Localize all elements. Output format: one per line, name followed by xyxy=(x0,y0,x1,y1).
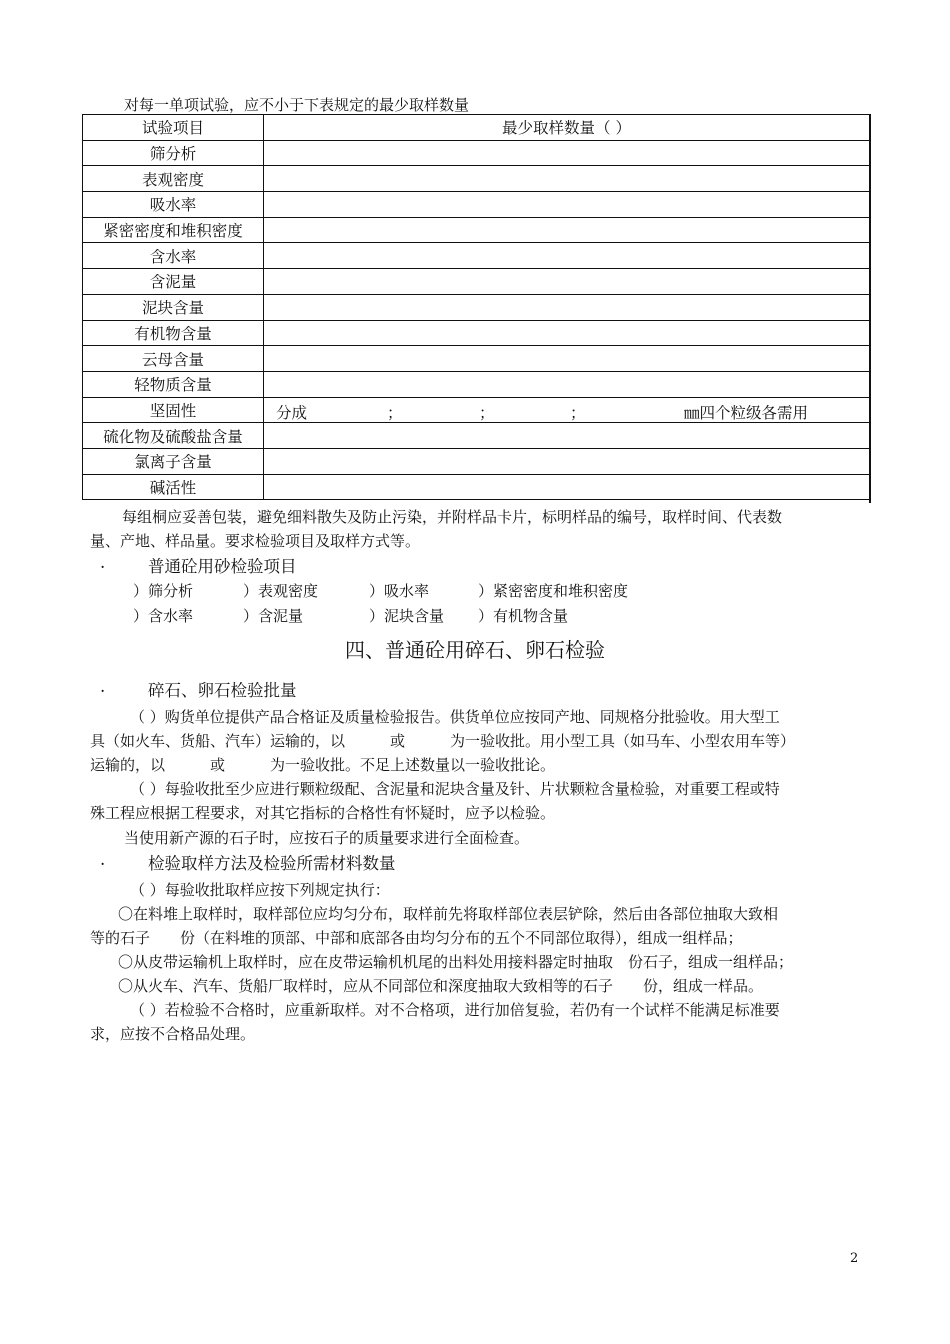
table-row xyxy=(83,346,870,372)
paragraph-line: 求，应按不合格品处理。 xyxy=(90,1025,256,1043)
quantity-cell xyxy=(264,192,870,218)
sand-item: ）筛分析 xyxy=(133,582,194,600)
test-item: 碱活性 xyxy=(83,474,264,500)
table-row xyxy=(83,320,870,346)
paragraph-line: 运输的，以 或 为一验收批。不足上述数量以一验收批论。 xyxy=(90,756,556,774)
table-row xyxy=(83,192,870,218)
sampling-heading: 检验取样方法及检验所需材料数量 xyxy=(148,854,396,873)
sand-items-heading: 普通砼用砂检验项目 xyxy=(148,557,297,576)
quantity-cell xyxy=(264,448,870,474)
bullet-line: 等的石子 份（在料堆的顶部、中部和底部各由均匀分布的五个不同部位取得），组成一组样品； xyxy=(90,929,743,947)
table-intro: 对每一单项试验，应不小于下表规定的最少取样数量 xyxy=(124,96,470,114)
firmness-part: ㎜四个粒级各需用 xyxy=(684,403,809,422)
sand-item: ）表观密度 xyxy=(243,582,319,600)
bullet-line: 〇从皮带运输机上取样时，应在皮带运输机机尾的出料处用接料器定时抽取 份石子，组成一组样品； xyxy=(118,953,794,971)
quantity-cell xyxy=(264,269,870,295)
section-title: 四、普通砼用碎石、卵石检验 xyxy=(345,638,605,662)
table-row xyxy=(83,243,870,269)
quantity-cell xyxy=(264,166,870,192)
quantity-cell xyxy=(264,294,870,320)
table-row xyxy=(83,269,870,295)
sand-item: ）含水率 xyxy=(133,607,194,625)
table-right-rule xyxy=(869,114,871,503)
test-item: 云母含量 xyxy=(83,346,264,372)
sampling-paragraphs xyxy=(90,878,862,1046)
table-row xyxy=(83,397,870,423)
quantity-cell xyxy=(264,474,870,500)
table-row xyxy=(83,371,870,397)
table-row xyxy=(83,166,870,192)
test-item: 氯离子含量 xyxy=(83,448,264,474)
packing-note xyxy=(90,505,862,553)
test-item: 泥块含量 xyxy=(83,294,264,320)
sand-item: ）紧密密度和堆积密度 xyxy=(478,582,629,600)
test-item: 吸水率 xyxy=(83,192,264,218)
firmness-part: ； xyxy=(570,403,586,422)
batch-marker: . xyxy=(100,677,106,696)
firmness-part: 分成 xyxy=(276,403,308,422)
paragraph-line: 当使用新产源的石子时，应按石子的质量要求进行全面检查。 xyxy=(124,829,530,847)
firmness-part: ； xyxy=(387,403,403,422)
table-row xyxy=(83,448,870,474)
quantity-cell xyxy=(264,243,870,269)
test-item: 有机物含量 xyxy=(83,320,264,346)
sand-items-marker: . xyxy=(100,553,106,572)
batch-paragraph-2 xyxy=(90,777,862,825)
batch-heading: 碎石、卵石检验批量 xyxy=(148,681,297,700)
page-number: 2 xyxy=(850,1251,859,1266)
quantity-cell xyxy=(264,346,870,372)
table-row xyxy=(83,217,870,243)
paragraph-line: （ ）购货单位提供产品合格证及质量检验报告。供货单位应按同产地、同规格分批验收。用大型工 xyxy=(130,708,780,726)
table-row xyxy=(83,474,870,500)
paragraph-line: （ ）每验收批至少应进行颗粒级配、含泥量和泥块含量及针、片状颗粒含量检验，对重要工程或特 xyxy=(130,780,780,798)
packing-note-line: 每组桐应妥善包装，避免细料散失及防止污染，并附样品卡片，标明样品的编号，取样时间、代表数 xyxy=(122,508,783,526)
test-item: 表观密度 xyxy=(83,166,264,192)
test-item: 含泥量 xyxy=(83,269,264,295)
paragraph-line: 具（如火车、货船、汽车）运输的，以 或 为一验收批。用小型工具（如马车、小型农用车等） xyxy=(90,732,796,750)
quantity-cell xyxy=(264,320,870,346)
table-row xyxy=(83,294,870,320)
header-item: 试验项目 xyxy=(83,115,264,141)
bullet-line: 〇在料堆上取样时，取样部位应均匀分布，取样前先将取样部位表层铲除，然后由各部位抽取大致相 xyxy=(118,905,779,923)
sampling-quantity-table xyxy=(82,114,870,500)
firmness-part: ； xyxy=(479,403,495,422)
sand-item: ）吸水率 xyxy=(369,582,430,600)
paragraph-line: 殊工程应根据工程要求，对其它指标的合格性有怀疑时，应予以检验。 xyxy=(90,804,556,822)
test-item: 含水率 xyxy=(83,243,264,269)
header-quantity: 最少取样数量（ ） xyxy=(264,115,870,141)
table-header-row xyxy=(83,115,870,141)
test-item: 轻物质含量 xyxy=(83,371,264,397)
table-row xyxy=(83,140,870,166)
paragraph-line: （ ）若检验不合格时，应重新取样。对不合格项，进行加倍复验，若仍有一个试样不能满足标准要 xyxy=(130,1001,780,1019)
paragraph-line: （ ）每验收批取样应按下列规定执行： xyxy=(130,881,390,899)
quantity-cell xyxy=(264,423,870,449)
quantity-cell xyxy=(264,140,870,166)
sand-item: ）有机物含量 xyxy=(478,607,569,625)
sand-item: ）泥块含量 xyxy=(369,607,445,625)
batch-paragraph-1 xyxy=(90,705,862,777)
quantity-cell xyxy=(264,371,870,397)
sampling-marker: . xyxy=(100,850,106,869)
test-item: 硫化物及硫酸盐含量 xyxy=(83,423,264,449)
firmness-quantity-cell xyxy=(264,397,870,423)
test-item: 紧密密度和堆积密度 xyxy=(83,217,264,243)
bullet-line: 〇从火车、汽车、货船厂取样时，应从不同部位和深度抽取大致相等的石子 份，组成一样品。 xyxy=(118,977,764,995)
sand-item: ）含泥量 xyxy=(243,607,304,625)
table-row xyxy=(83,423,870,449)
test-item: 坚固性 xyxy=(83,397,264,423)
packing-note-line: 量、产地、样品量。要求检验项目及取样方式等。 xyxy=(90,532,421,550)
test-item: 筛分析 xyxy=(83,140,264,166)
batch-paragraph-3 xyxy=(90,826,862,850)
quantity-cell xyxy=(264,217,870,243)
